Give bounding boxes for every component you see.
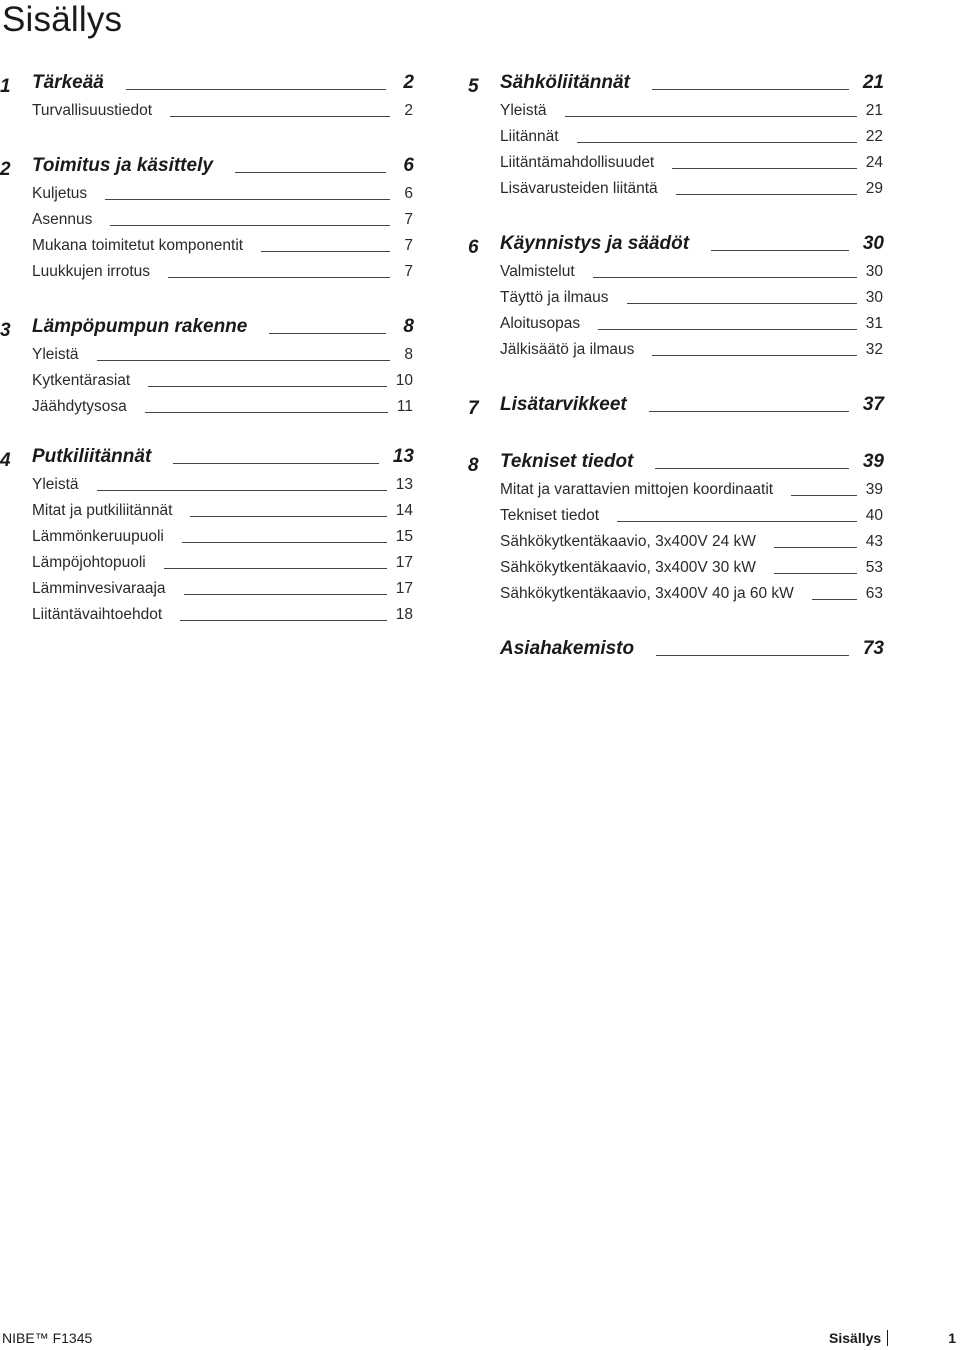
toc-item-entry[interactable] bbox=[0, 342, 414, 368]
chapter-number: 4 bbox=[0, 450, 11, 471]
chapter-page-number: 13 bbox=[392, 446, 414, 467]
item-label: Mitat ja putkiliitännät bbox=[32, 502, 173, 519]
item-label: Yleistä bbox=[32, 346, 79, 363]
leader-line bbox=[774, 573, 857, 574]
item-page-number: 24 bbox=[865, 154, 883, 171]
chapter-page-number: 21 bbox=[862, 72, 884, 93]
item-page-number: 8 bbox=[404, 346, 413, 363]
toc-right-column bbox=[468, 66, 884, 689]
item-page-number: 30 bbox=[865, 289, 883, 306]
leader-line bbox=[655, 468, 848, 469]
toc-chapter-entry[interactable] bbox=[0, 310, 414, 342]
toc-item-entry[interactable] bbox=[468, 98, 884, 124]
chapter-title: Lämpöpumpun rakenne bbox=[32, 316, 248, 337]
item-label: Jälkisäätö ja ilmaus bbox=[500, 341, 635, 358]
toc-left-column bbox=[0, 66, 414, 653]
toc-item-entry[interactable] bbox=[0, 98, 414, 124]
leader-line bbox=[110, 225, 390, 226]
toc-section bbox=[468, 632, 884, 664]
item-page-number: 7 bbox=[404, 211, 413, 228]
chapter-page-number: 8 bbox=[403, 316, 414, 337]
leader-line bbox=[148, 386, 387, 387]
item-page-number: 17 bbox=[395, 554, 413, 571]
leader-line bbox=[652, 89, 849, 90]
footer-brand: NIBE™ F1345 bbox=[2, 1330, 93, 1346]
chapter-number: 2 bbox=[0, 159, 11, 180]
chapter-page-number: 73 bbox=[862, 638, 884, 659]
leader-line bbox=[617, 521, 857, 522]
item-page-number: 13 bbox=[395, 476, 413, 493]
item-page-number: 21 bbox=[865, 102, 883, 119]
item-page-number: 53 bbox=[865, 559, 883, 576]
item-label: Kytkentärasiat bbox=[32, 372, 131, 389]
item-page-number: 43 bbox=[865, 533, 883, 550]
toc-item-entry[interactable] bbox=[468, 259, 884, 285]
item-page-number: 63 bbox=[865, 585, 883, 602]
toc-section bbox=[0, 149, 414, 285]
chapter-number: 7 bbox=[468, 398, 479, 419]
toc-item-entry[interactable] bbox=[468, 555, 884, 581]
leader-line bbox=[672, 168, 857, 169]
leader-line bbox=[97, 490, 387, 491]
leader-line bbox=[173, 463, 379, 464]
toc-chapter-entry[interactable] bbox=[468, 445, 884, 477]
item-page-number: 18 bbox=[395, 606, 413, 623]
toc-section bbox=[468, 445, 884, 607]
item-label: Liitäntävaihtoehdot bbox=[32, 606, 163, 623]
leader-line bbox=[164, 568, 387, 569]
chapter-page-number: 39 bbox=[862, 451, 884, 472]
chapter-title: Toimitus ja käsittely bbox=[32, 155, 213, 176]
leader-line bbox=[593, 277, 857, 278]
leader-line bbox=[168, 277, 390, 278]
chapter-number: 5 bbox=[468, 76, 479, 97]
chapter-number: 1 bbox=[0, 76, 11, 97]
leader-line bbox=[261, 251, 390, 252]
leader-line bbox=[652, 355, 856, 356]
toc-item-entry[interactable] bbox=[468, 503, 884, 529]
leader-line bbox=[190, 516, 386, 517]
chapter-number: 8 bbox=[468, 455, 479, 476]
item-label: Lämpöjohtopuoli bbox=[32, 554, 146, 571]
leader-line bbox=[565, 116, 857, 117]
footer-divider bbox=[887, 1330, 888, 1346]
chapter-title: Tärkeää bbox=[32, 72, 104, 93]
item-label: Jäähdytysosa bbox=[32, 398, 127, 415]
item-label: Lämminvesivaraaja bbox=[32, 580, 166, 597]
toc-item-entry[interactable] bbox=[0, 498, 414, 524]
toc-item-entry[interactable] bbox=[0, 368, 414, 394]
toc-section bbox=[468, 66, 884, 202]
chapter-title: Käynnistys ja säädöt bbox=[500, 233, 690, 254]
item-label: Mitat ja varattavien mittojen koordinaatit bbox=[500, 481, 774, 498]
footer-right bbox=[829, 1330, 956, 1346]
leader-line bbox=[235, 172, 386, 173]
toc-item-entry[interactable] bbox=[0, 550, 414, 576]
page-title: Sisällys bbox=[2, 0, 123, 39]
toc-item-entry[interactable] bbox=[468, 477, 884, 503]
item-label: Asennus bbox=[32, 211, 93, 228]
toc-section bbox=[468, 388, 884, 420]
chapter-page-number: 2 bbox=[403, 72, 414, 93]
chapter-number: 6 bbox=[468, 237, 479, 258]
item-label: Yleistä bbox=[32, 476, 79, 493]
chapter-page-number: 30 bbox=[862, 233, 884, 254]
leader-line bbox=[182, 542, 387, 543]
toc-section bbox=[0, 66, 414, 124]
toc-item-entry[interactable] bbox=[0, 472, 414, 498]
leader-line bbox=[812, 599, 857, 600]
toc-item-entry[interactable] bbox=[0, 524, 414, 550]
chapter-page-number: 37 bbox=[862, 394, 884, 415]
item-label: Sähkökytkentäkaavio, 3x400V 24 kW bbox=[500, 533, 756, 550]
item-page-number: 14 bbox=[395, 502, 413, 519]
toc-item-entry[interactable] bbox=[468, 581, 884, 607]
item-page-number: 7 bbox=[404, 263, 413, 280]
leader-line bbox=[170, 116, 390, 117]
item-label: Lämmönkeruupuoli bbox=[32, 528, 164, 545]
toc-chapter-entry[interactable] bbox=[468, 66, 884, 98]
footer-page-number: 1 bbox=[948, 1330, 956, 1346]
chapter-number: 3 bbox=[0, 320, 11, 341]
item-page-number: 10 bbox=[395, 372, 413, 389]
toc-item-entry[interactable] bbox=[0, 576, 414, 602]
item-page-number: 32 bbox=[865, 341, 883, 358]
leader-line bbox=[656, 655, 849, 656]
leader-line bbox=[180, 620, 387, 621]
item-page-number: 39 bbox=[865, 481, 883, 498]
leader-line bbox=[269, 333, 386, 334]
item-label: Mukana toimitetut komponentit bbox=[32, 237, 244, 254]
toc-item-entry[interactable] bbox=[468, 529, 884, 555]
toc-chapter-entry[interactable] bbox=[468, 388, 884, 420]
leader-line bbox=[184, 594, 387, 595]
toc-item-entry[interactable] bbox=[468, 311, 884, 337]
toc-item-entry[interactable] bbox=[468, 176, 884, 202]
chapter-title: Tekniset tiedot bbox=[500, 451, 634, 472]
chapter-title: Lisätarvikkeet bbox=[500, 394, 627, 415]
toc-item-entry[interactable] bbox=[0, 259, 414, 285]
page-footer bbox=[0, 1330, 960, 1350]
chapter-title: Putkiliitännät bbox=[32, 446, 152, 467]
toc-chapter-entry[interactable] bbox=[468, 632, 884, 664]
leader-line bbox=[598, 329, 857, 330]
item-label: Liitäntämahdollisuudet bbox=[500, 154, 655, 171]
toc-item-entry[interactable] bbox=[0, 207, 414, 233]
toc-item-entry[interactable] bbox=[0, 602, 414, 628]
toc-item-entry[interactable] bbox=[0, 394, 414, 420]
leader-line bbox=[649, 411, 849, 412]
item-label: Lisävarusteiden liitäntä bbox=[500, 180, 658, 197]
chapter-title: Sähköliitännät bbox=[500, 72, 630, 93]
toc-chapter-entry[interactable] bbox=[468, 227, 884, 259]
leader-line bbox=[145, 412, 388, 413]
item-page-number: 6 bbox=[404, 185, 413, 202]
leader-line bbox=[105, 199, 390, 200]
item-page-number: 11 bbox=[396, 398, 413, 415]
toc-chapter-entry[interactable] bbox=[0, 66, 414, 98]
item-label: Liitännät bbox=[500, 128, 559, 145]
toc-item-entry[interactable] bbox=[0, 233, 414, 259]
item-label: Sähkökytkentäkaavio, 3x400V 40 ja 60 kW bbox=[500, 585, 794, 602]
item-page-number: 7 bbox=[404, 237, 413, 254]
item-label: Yleistä bbox=[500, 102, 547, 119]
item-label: Turvallisuustiedot bbox=[32, 102, 153, 119]
item-page-number: 15 bbox=[395, 528, 413, 545]
leader-line bbox=[774, 547, 857, 548]
item-label: Valmistelut bbox=[500, 263, 575, 280]
toc-item-entry[interactable] bbox=[468, 285, 884, 311]
toc-chapter-entry[interactable] bbox=[0, 149, 414, 181]
toc-item-entry[interactable] bbox=[0, 181, 414, 207]
leader-line bbox=[711, 250, 849, 251]
item-page-number: 31 bbox=[865, 315, 883, 332]
leader-line bbox=[577, 142, 857, 143]
item-label: Luukkujen irrotus bbox=[32, 263, 151, 280]
item-page-number: 40 bbox=[865, 507, 883, 524]
toc-section bbox=[0, 310, 414, 420]
item-page-number: 17 bbox=[395, 580, 413, 597]
toc-section bbox=[468, 227, 884, 363]
item-page-number: 2 bbox=[404, 102, 413, 119]
chapter-title: Asiahakemisto bbox=[500, 638, 635, 659]
toc-item-entry[interactable] bbox=[468, 124, 884, 150]
toc-item-entry[interactable] bbox=[468, 337, 884, 363]
item-label: Täyttö ja ilmaus bbox=[500, 289, 609, 306]
footer-section: Sisällys bbox=[829, 1330, 882, 1346]
item-label: Aloitusopas bbox=[500, 315, 581, 332]
leader-line bbox=[126, 89, 386, 90]
item-label: Kuljetus bbox=[32, 185, 88, 202]
toc-section bbox=[0, 440, 414, 628]
chapter-page-number: 6 bbox=[403, 155, 414, 176]
toc-item-entry[interactable] bbox=[468, 150, 884, 176]
leader-line bbox=[791, 495, 857, 496]
leader-line bbox=[627, 303, 857, 304]
item-page-number: 30 bbox=[865, 263, 883, 280]
leader-line bbox=[676, 194, 857, 195]
item-page-number: 22 bbox=[865, 128, 883, 145]
leader-line bbox=[97, 360, 390, 361]
toc-chapter-entry[interactable] bbox=[0, 440, 414, 472]
item-label: Sähkökytkentäkaavio, 3x400V 30 kW bbox=[500, 559, 756, 576]
item-page-number: 29 bbox=[865, 180, 883, 197]
item-label: Tekniset tiedot bbox=[500, 507, 600, 524]
